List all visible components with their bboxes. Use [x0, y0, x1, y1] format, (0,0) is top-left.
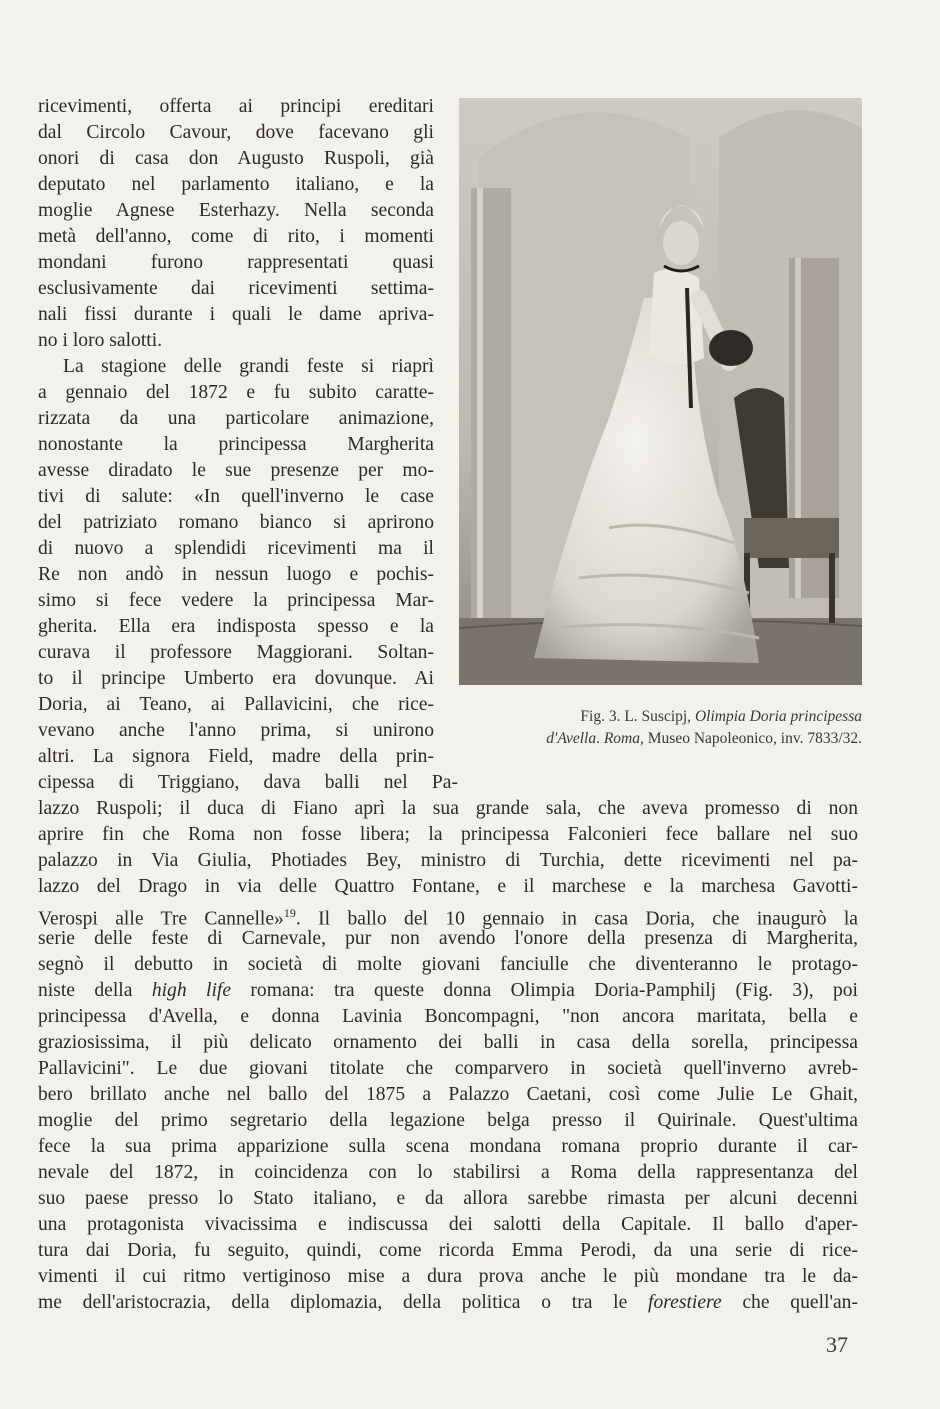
text-line: Re non andò in nessun luogo e pochis- [38, 564, 434, 585]
figure-photograph [459, 98, 862, 685]
text-line: nevale del 1872, in coincidenza con lo stabilirsi a Roma della rappresentanza del [38, 1162, 858, 1183]
caption-mid: . [596, 730, 604, 747]
text-line: simo si fece vedere la principessa Mar- [38, 590, 434, 611]
text-line: vimenti il cui ritmo vertiginoso mise a dura prova anche le più mondane tra le da- [38, 1266, 858, 1287]
text-line: bero brillato anche nel ballo del 1875 a Palazzo Caetani, così come Julie Le Ghait, [38, 1084, 858, 1105]
text-fragment: me dell'aristocrazia, della diplomazia, della politica o tra le [38, 1292, 648, 1313]
text-line: Pallavicini". Le due giovani titolate che comparvero in società quell'inverno avreb- [38, 1058, 858, 1079]
text-line: avesse diradato le sue presenze per mo- [38, 460, 434, 481]
portrait-photo-icon [459, 98, 862, 685]
text-line: esclusivamente dai ricevimenti settima- [38, 278, 434, 299]
text-line: to il principe Umberto era dovunque. Ai [38, 668, 434, 689]
text-fragment: niste della [38, 980, 152, 1001]
text-line [38, 1290, 858, 1316]
text-line: moglie del primo segretario della legazione belga presso il Quirinale. Quest'ultima [38, 1110, 858, 1131]
text-line: Doria, ai Teano, ai Pallavicini, che rice- [38, 694, 434, 715]
text-line: tura dai Doria, fu seguito, quindi, come ricorda Emma Perodi, da una serie di rice- [38, 1240, 858, 1261]
text-fragment: romana: tra queste donna Olimpia Doria-Pamphilj (Fig. 3), poi [231, 980, 858, 1001]
text-line: altri. La signora Field, madre della prin- [38, 746, 434, 767]
text-line: aprire fin che Roma non fosse libera; la principessa Falconieri fece ballare nel suo [38, 824, 858, 845]
text-line: rizzata da una particolare animazione, [38, 408, 434, 429]
caption-place: Roma, [603, 730, 644, 747]
text-line: lazzo Ruspoli; il duca di Fiano aprì la sua grande sala, che aveva promesso di non [38, 798, 858, 819]
text-line: tivi di salute: «In quell'inverno le case [38, 486, 434, 507]
text-line: segnò il debutto in società di molte giovani fanciulle che diventeranno le protago- [38, 954, 858, 975]
italic-phrase: forestiere [648, 1292, 722, 1313]
text-line: fece la sua prima apparizione sulla scena mondana romana proprio durante il car- [38, 1136, 858, 1157]
text-line: graziosissima, il più delicato ornamento dei balli in casa della sorella, principessa [38, 1032, 858, 1053]
text-line: serie delle feste di Carnevale, pur non avendo l'onore della presenza di Margherita, [38, 928, 858, 949]
text-line: La stagione delle grandi feste si riaprì [63, 356, 434, 377]
text-line: principessa d'Avella, e donna Lavinia Boncompagni, "non ancora maritata, bella e [38, 1006, 858, 1027]
caption-suffix: Museo Napoleonico, inv. 7833/32. [643, 730, 862, 747]
caption-title: Olimpia Doria principessa [694, 708, 862, 725]
text-line: di nuovo a splendidi ricevimenti ma il [38, 538, 434, 559]
caption-title-cont: d'Avella [546, 730, 597, 747]
text-line: lazzo del Drago in via delle Quattro Fontane, e il marchese e la marchesa Gavotti- [38, 876, 858, 897]
text-fragment: che quell'an- [721, 1292, 858, 1313]
text-line: cipessa di Triggiano, dava balli nel Pa- [38, 772, 458, 793]
caption-prefix: Fig. 3. L. Suscipj, [580, 708, 695, 725]
text-line: del patriziato romano bianco si aprirono [38, 512, 434, 533]
text-line: mondani furono rappresentati quasi [38, 252, 434, 273]
text-line: suo paese presso lo Stato italiano, e da allora sarebbe rimasta per alcuni decenni [38, 1188, 858, 1209]
text-line: moglie Agnese Esterhazy. Nella seconda [38, 200, 434, 221]
text-line: metà dell'anno, come di rito, i momenti [38, 226, 434, 247]
text-line: onori di casa don Augusto Ruspoli, già [38, 148, 434, 169]
text-line: gherita. Ella era indisposta spesso e la [38, 616, 434, 637]
text-line: ricevimenti, offerta ai principi ereditari [38, 96, 434, 117]
text-fragment: . Il ballo del 10 gennaio in casa Doria, che inaugurò la [295, 908, 858, 930]
text-line: palazzo in Via Giulia, Photiades Bey, ministro di Turchia, dette ricevimenti nel pa- [38, 850, 858, 871]
text-line: deputato nel parlamento italiano, e la [38, 174, 434, 195]
text-fragment: Verospi alle Tre Cannelle» [38, 908, 284, 930]
text-line: no i loro salotti. [38, 330, 163, 351]
text-line: vevano anche l'anno prima, si unirono [38, 720, 434, 741]
text-line: a gennaio del 1872 e fu subito caratte- [38, 382, 434, 403]
figure-caption-line-1 [462, 706, 862, 728]
text-line: dal Circolo Cavour, dove facevano gli [38, 122, 434, 143]
text-line: curava il professore Maggiorani. Soltan- [38, 642, 434, 663]
figure-caption-line-2 [462, 728, 862, 750]
text-line [38, 978, 858, 1004]
text-line: nali fissi durante i quali le dame apriva- [38, 304, 434, 325]
page-number: 37 [826, 1332, 848, 1357]
text-line: una protagonista vivacissima e indiscussa dei salotti della Capitale. Il ballo d'aper- [38, 1214, 858, 1235]
text-line: nonostante la principessa Margherita [38, 434, 434, 455]
italic-phrase: high life [151, 980, 232, 1001]
footnote-marker: 19 [283, 906, 296, 920]
